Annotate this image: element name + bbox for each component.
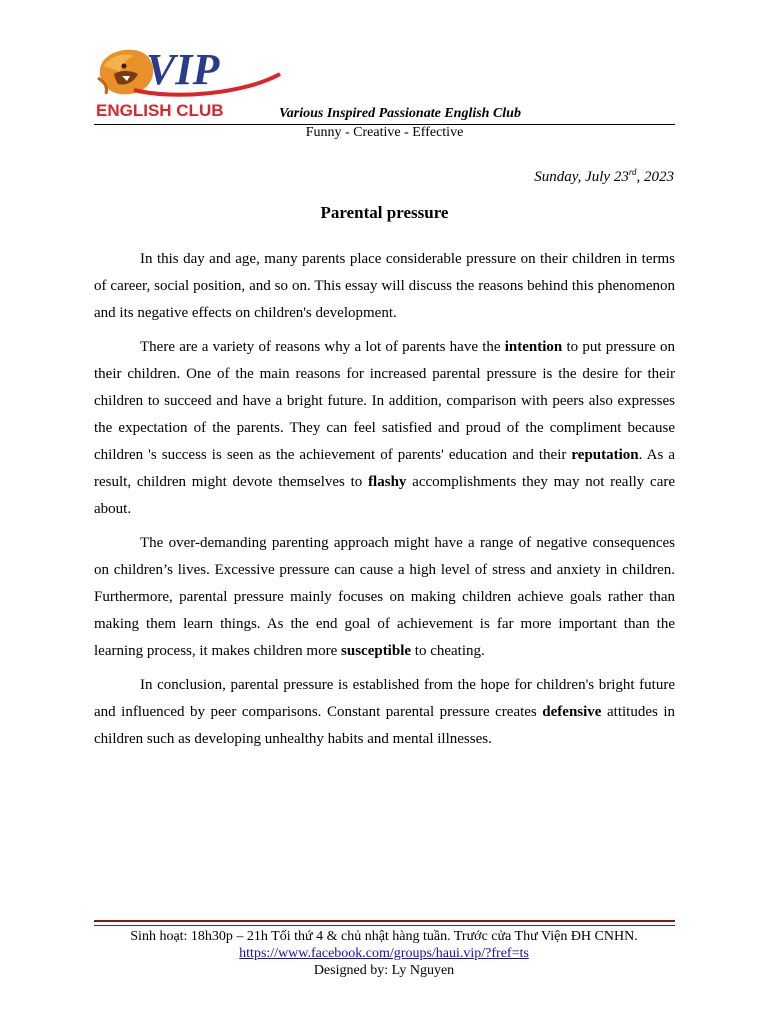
footer-schedule: Sinh hoạt: 18h30p – 21h Tối thứ 4 & chủ nhật hàng tuần. Trước cửa Thư Viện ĐH CNHN. bbox=[130, 929, 638, 944]
document-date bbox=[534, 167, 674, 186]
document-title: Parental pressure bbox=[320, 203, 449, 222]
bold-keyword: intention bbox=[504, 339, 563, 355]
lion-icon bbox=[98, 50, 153, 95]
essay-paragraph bbox=[94, 246, 675, 327]
date-ordinal: rd bbox=[628, 167, 637, 177]
facebook-group-link[interactable]: https://www.facebook.com/groups/haui.vip/?fref=ts bbox=[239, 946, 529, 961]
footer-divider-thin bbox=[94, 925, 675, 926]
bold-keyword: reputation bbox=[571, 447, 639, 463]
logo-vip-text: VIP bbox=[146, 45, 220, 94]
paragraph-text: The over-demanding parenting approach might have a range of negative consequences on children’s lives. Excessive pressure can cause a high level of stress and anxiety in children. Furthermore, parental pressure mainly focuses on making children achieve goals rather than making them learn things. As the end goal of achievement is far more important than the learning process, it makes children more bbox=[94, 535, 675, 659]
paragraph-text: . As a result, children might devote themselves to bbox=[94, 447, 675, 490]
tagline: Various Inspired Passionate English Club bbox=[279, 106, 521, 121]
footer bbox=[80, 928, 688, 979]
paragraph-text: attitudes in children such as developing unhealthy habits and mental illnesses. bbox=[94, 704, 676, 747]
subtitle: Funny - Creative - Effective bbox=[305, 125, 464, 140]
bold-keyword: defensive bbox=[542, 704, 602, 720]
essay-body bbox=[94, 246, 675, 760]
footer-divider-thick bbox=[94, 920, 675, 922]
essay-paragraph bbox=[94, 334, 675, 523]
paragraph-text: to cheating. bbox=[411, 643, 485, 659]
logo-club-text: ENGLISH CLUB bbox=[96, 101, 224, 120]
bold-keyword: susceptible bbox=[341, 643, 412, 659]
paragraph-text: There are a variety of reasons why a lot of parents have the bbox=[140, 339, 505, 355]
vip-logo bbox=[94, 44, 284, 124]
paragraph-text: In conclusion, parental pressure is established from the hope for children's bright future and influenced by peer comparisons. Constant parental pressure creates bbox=[94, 677, 675, 720]
date-year: , 2023 bbox=[636, 169, 674, 185]
essay-paragraph bbox=[94, 672, 675, 753]
paragraph-text: to put pressure on their children. One of the main reasons for increased parental pressure is the desire for their children to succeed and have a bright future. In addition, comparison with peers also expresses the expectation of the parents. They can feel satisfied and proud of the compliment because children 's success is seen as the achievement of parents' education and their bbox=[94, 339, 675, 463]
date-prefix: Sunday, July 23 bbox=[534, 169, 629, 185]
footer-designer: Designed by: Ly Nguyen bbox=[313, 963, 455, 978]
paragraph-text: In this day and age, many parents place considerable pressure on their children in terms of career, social position, and so on. This essay will discuss the reasons behind this phenomenon and its negative effects on children's development. bbox=[94, 251, 675, 321]
essay-paragraph bbox=[94, 530, 675, 665]
bold-keyword: flashy bbox=[368, 474, 407, 490]
paragraph-text: accomplishments they may not really care about. bbox=[94, 474, 676, 517]
